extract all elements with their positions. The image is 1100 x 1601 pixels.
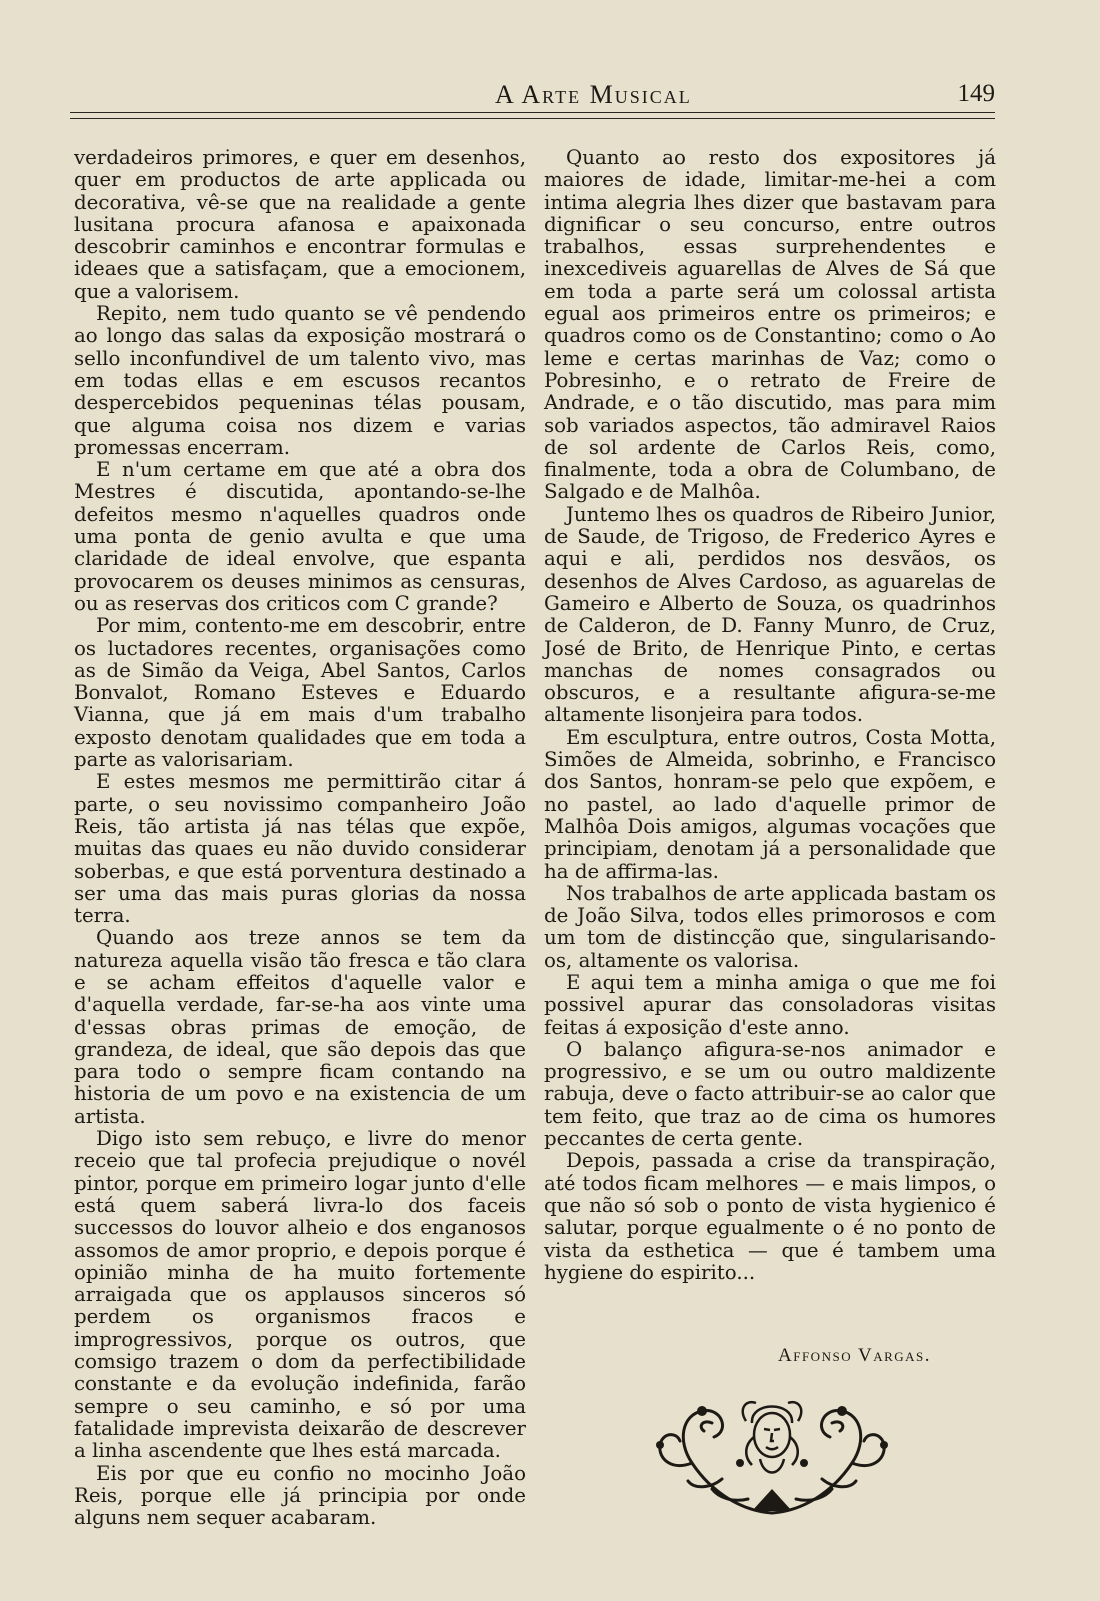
ornamental-vignette-icon <box>652 1393 892 1517</box>
header-rule-top <box>70 112 995 113</box>
right-column <box>544 147 996 1284</box>
paragraph: E aqui tem a minha amiga o que me foi possivel apurar das consoladoras visitas feitas á exposição d'este anno. <box>544 970 996 1039</box>
page-number: 149 <box>957 80 995 107</box>
paragraph: E n'um certame em que até a obra dos Mestres é discutida, apontando-se-lhe defeitos mesmo n'aquelles quadros onde uma ponta de genio avulta e que uma claridade de ideal envolve, que espanta provocarem os deuses minimos as censuras, ou as reservas dos criticos com C grande? <box>74 458 526 615</box>
paragraph: Eis por que eu confio no mocinho João Reis, porque elle já principia por onde alguns nem sequer acabaram. <box>74 1461 526 1530</box>
paragraph: Nos trabalhos de arte applicada bastam os de João Silva, todos elles primorosos e com um tom de distincção que, singularisando-os, altamente os valorisa. <box>544 881 996 972</box>
paragraph: Juntemo lhes os quadros de Ribeiro Junior, de Saude, de Trigoso, de Frederico Ayres e aqui e ali, perdidos nos desvãos, os desenhos de Alves Cardoso, as aguarelas de Gameiro e Alberto de Souza, os quadrinhos de Calderon, de D. Fanny Munro, de Cruz, José de Brito, de Henrique Pinto, e certas manchas de nomes consagrados ou obscuros, e a resultante afigura-se-me altamente lisonjeira para todos. <box>544 502 996 727</box>
paragraph: Digo isto sem rebuço, e livre do menor receio que tal profecia prejudique o novél pintor, porque em primeiro logar junto d'elle está quem saberá livra-lo dos faceis successos do louvor alheio e dos enganosos assomos de amor proprio, e depois porque é opinião minha de ha muito fortemente arraigada que os applausos sinceros só perdem os organismos fracos e improgressivos, porque os outros, que comsigo trazem o dom da perfectibilidade constante e da evolução indefinida, farão sempre o seu caminho, e só por uma fatalidade imprevista deixarão de descrever a linha ascendente que lhes está marcada. <box>74 1127 526 1463</box>
header-rule-bottom <box>70 118 995 119</box>
author-signature: Affonso Vargas. <box>778 1345 932 1366</box>
paragraph: E estes mesmos me permittirão citar á parte, o seu novissimo companheiro João Reis, tão artista já nas télas que expõe, muitas das quaes eu não duvido considerar soberbas, e que está porventura destinado a ser uma das mais puras glorias da nossa terra. <box>74 770 526 928</box>
running-title: A Arte Musical <box>495 80 692 109</box>
paragraph: verdadeiros primores, e quer em desenhos, quer em productos de arte applicada ou decorativa, vê-se que na realidade a gente lusitana procura afanosa e apaixonada descobrir caminhos e encontrar formulas e ideaes que a satisfaçam, que a emocionem, que a valorisem. <box>74 146 526 303</box>
paragraph: Depois, passada a crise da transpiração, até todos ficam melhores — e mais limpos, o que não só sob o ponto de vista hygienico é salutar, porque egualmente o é no ponto de vista da esthetica — que é tambem uma hygiene do espirito... <box>544 1149 996 1284</box>
paragraph: Por mim, contento-me em descobrir, entre os luctadores recentes, organisações como as de Simão da Veiga, Abel Santos, Carlos Bonvalot, Romano Esteves e Eduardo Vianna, que já em mais d'um trabalho exposto denotam qualidades que em toda a parte as valorisariam. <box>74 614 526 772</box>
running-header <box>70 80 995 110</box>
paragraph: Quando aos treze annos se tem da natureza aquella visão tão fresca e tão clara e se acham effeitos d'aquelle valor e d'aquella verdade, far-se-ha aos vinte uma d'essas obras primas de emoção, de grandeza, de ideal, que são depois das que para todo o sempre ficam contando na historia de um povo e na existencia de um artista. <box>74 926 526 1128</box>
paragraph: Repito, nem tudo quanto se vê pendendo ao longo das salas da exposição mostrará o sello inconfundivel de um talento vivo, mas em todas ellas e em escusos recantos despercebidos pequeninas télas pousam, que alguma coisa nos dizem e varias promessas encerram. <box>74 302 526 459</box>
paragraph: Em esculptura, entre outros, Costa Motta, Simões de Almeida, sobrinho, e Francisco dos Santos, honram-se pelo que expõem, e no pastel, ao lado d'aquelle primor de Malhôa Dois amigos, algumas vocações que principiam, denotam já a personalidade que ha de affirma-las. <box>544 725 996 883</box>
paragraph: O balanço afigura-se-nos animador e progressivo, e se um ou outro maldizente rabuja, deve o facto attribuir-se ao calor que tem feito, que traz ao de cima os humores peccantes de certa gente. <box>544 1037 996 1151</box>
left-column <box>74 147 526 1529</box>
paragraph: Quanto ao resto dos expositores já maiores de idade, limitar-me-hei a com intima alegria lhes dizer que bastavam para dignificar o seu concurso, entre outros trabalhos, essas surprehendentes e inexcediveis aguarellas de Alves de Sá que em toda a parte será um colossal artista egual aos primeiros entre os primeiros; e quadros como os de Constantino; como o Ao leme e certas marinhas de Vaz; como o Pobresinho, e o retrato de Freire de Andrade, e o tão discutido, mas para mim sob variados aspectos, tão admiravel Raios de sol ardente de Carlos Reis, como, finalmente, toda a obra de Columbano, de Salgado e de Malhôa. <box>544 146 996 504</box>
